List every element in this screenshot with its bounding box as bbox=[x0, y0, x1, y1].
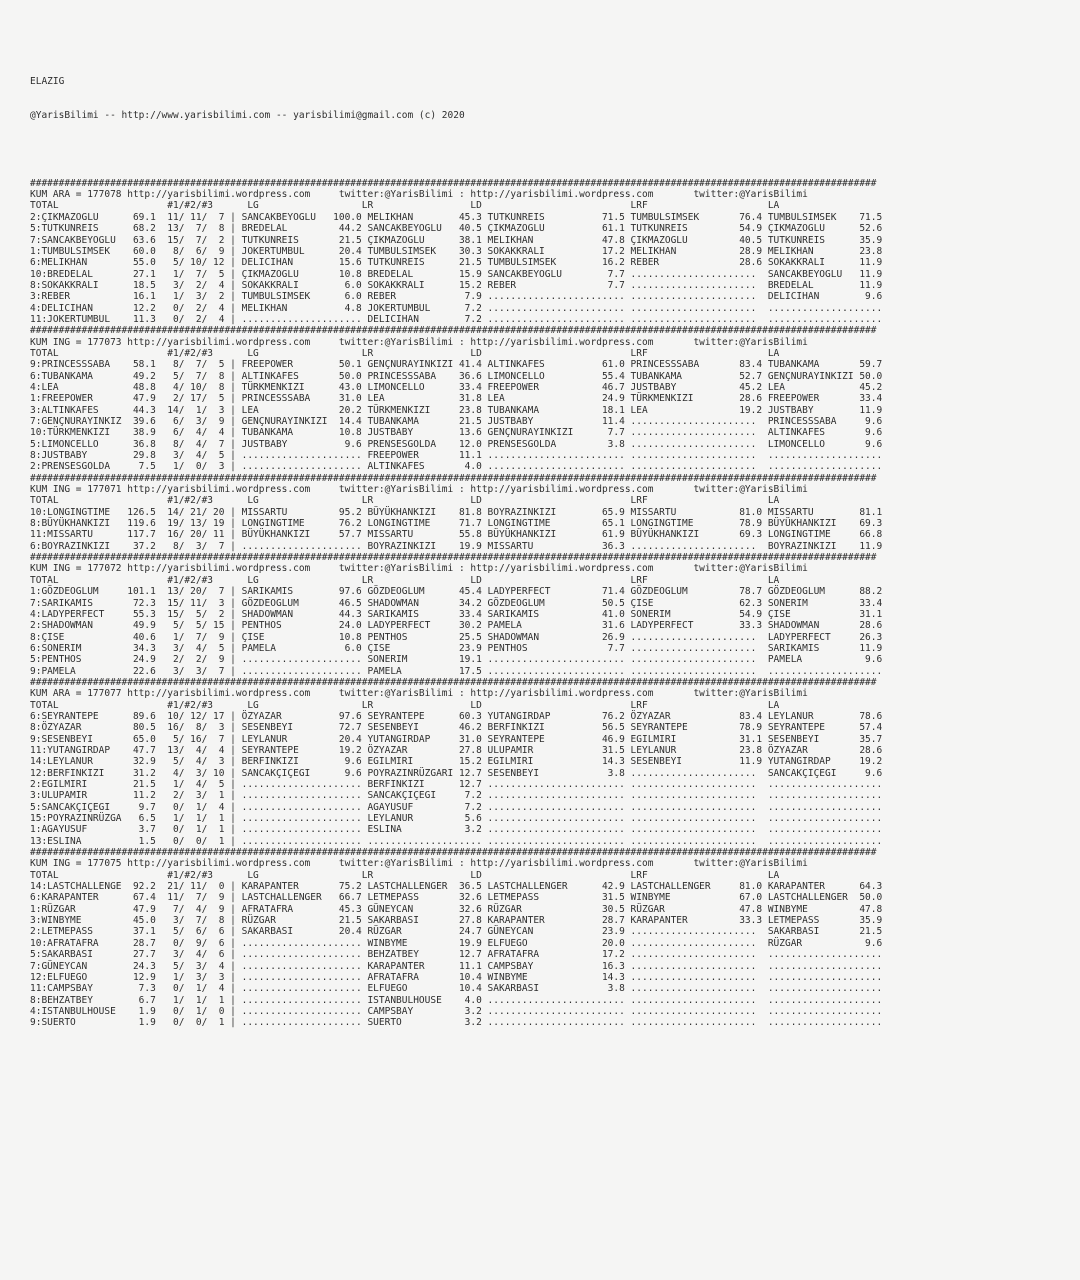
stats-row: 3:REBER 16.1 1/ 3/ 2 | TUMBULSIMSEK 6.0 REBER 7.9 ........................ ...................... DELICIHAN 9.6 bbox=[30, 291, 883, 303]
stats-row: 5:LIMONCELLO 36.8 8/ 4/ 7 | JUSTBABY 9.6 PRENSESGOLDA 12.0 PRENSESGOLDA 3.8 ...................... LIMONCELLO 9.6 bbox=[30, 438, 883, 450]
stats-row: 1:FREEPOWER 47.9 2/ 17/ 5 | PRINCESSSABA 31.0 LEA 31.8 LEA 24.9 TÜRKMENKIZI 28.6 FREEPOWER 33.4 bbox=[30, 393, 883, 405]
stats-row: 11:JOKERTUMBUL 11.3 0/ 2/ 4 | ..................... DELICIHAN 7.2 ........................ ...................... .................... bbox=[30, 313, 883, 325]
stats-row: 4:LEA 48.8 4/ 10/ 8 | TÜRKMENKIZI 43.0 LIMONCELLO 33.4 FREEPOWER 46.7 JUSTBABY 45.2 LEA 45.2 bbox=[30, 381, 883, 393]
stats-row: 3:ULUPAMIR 11.2 2/ 3/ 1 | ..................... SANCAKÇIÇEGI 7.2 ........................ ...................... .................... bbox=[30, 790, 883, 802]
hash-separator: #################################################################################################################################################### bbox=[30, 325, 877, 337]
stats-row: 6:KARAPANTER 67.4 11/ 7/ 9 | LASTCHALLENGER 66.7 LETMEPASS 32.6 LETMEPASS 31.5 WINBYME 67.0 LASTCHALLENGER 50.0 bbox=[30, 892, 883, 904]
stats-row: 2:EGILMIRI 21.5 1/ 4/ 5 | ..................... BERFINKIZI 12.7 ........................ ...................... .................... bbox=[30, 779, 883, 790]
stats-row: 3:WINBYME 45.0 3/ 7/ 8 | RÜZGAR 21.5 SAKARBASI 27.8 KARAPANTER 28.7 KARAPANTER 33.3 LETMEPASS 35.9 bbox=[30, 915, 883, 927]
block-title-line: KUM ARA = 177078 http://yarisbilimi.wordpress.com twitter:@YarisBilimi : http://yarisbilimi.wordpress.com twitter:@YarisBilimi bbox=[30, 189, 808, 201]
stats-row: 12:BERFINKIZI 31.2 4/ 3/ 10 | SANCAKÇIÇEGI 9.6 POYRAZINRÜZGARI 12.7 SESENBEYI 3.8 ...................... SANCAKÇIÇEGI 9.6 bbox=[30, 767, 883, 779]
race-block bbox=[30, 178, 882, 325]
stats-row: 6:MELIKHAN 55.0 5/ 10/ 12 | DELICIHAN 15.6 TUTKUNREIS 21.5 TUMBULSIMSEK 16.2 REBER 28.6 SOKAKKRALI 11.9 bbox=[30, 257, 883, 269]
report-page bbox=[30, 53, 882, 1040]
stats-row: 11:MISSARTU 117.7 16/ 20/ 11 | BÜYÜKHANKIZI 57.7 MISSARTU 55.8 BÜYÜKHANKIZI 61.9 BÜYÜKHANKIZI 69.3 LONGINGTIME 66.8 bbox=[30, 529, 883, 541]
stats-row: 9:PRINCESSSABA 58.1 8/ 7/ 5 | FREEPOWER 50.1 GENÇNURAYINKIZI 41.4 ALTINKAFES 61.0 PRINCESSSABA 83.4 TUBANKAMA 59.7 bbox=[30, 359, 883, 371]
stats-row: 1:TUMBULSIMSEK 60.0 8/ 6/ 9 | JOKERTUMBUL 20.4 TUMBULSIMSEK 30.3 SOKAKKRALI 17.2 MELIKHAN 28.9 MELIKHAN 23.8 bbox=[30, 245, 883, 257]
report-byline: @YarisBilimi -- http://www.yarisbilimi.com -- yarisbilimi@gmail.com (c) 2020 bbox=[30, 109, 465, 121]
block-title-line: KUM ING = 177075 http://yarisbilimi.wordpress.com twitter:@YarisBilimi : http://yarisbilimi.wordpress.com twitter:@YarisBilimi bbox=[30, 858, 808, 870]
report-title: ELAZIG bbox=[30, 75, 65, 87]
column-header-line: TOTAL #1/#2/#3 LG LR LD LRF LA bbox=[30, 574, 780, 586]
stats-row: 2:ÇIKMAZOGLU 69.1 11/ 11/ 7 | SANCAKBEYOGLU 100.0 MELIKHAN 45.3 TUTKUNREIS 71.5 TUMBULSIMSEK 76.4 TUMBULSIMSEK 71.5 bbox=[30, 211, 883, 223]
hash-separator: #################################################################################################################################################### bbox=[30, 472, 877, 484]
stats-row: 6:SONERIM 34.3 3/ 4/ 5 | PAMELA 6.0 ÇISE 23.9 PENTHOS 7.7 ...................... SARIKAMIS 11.9 bbox=[30, 642, 883, 654]
stats-row: 5:SANCAKÇIÇEGI 9.7 0/ 1/ 4 | ..................... AGAYUSUF 7.2 ........................ ...................... .................... bbox=[30, 801, 883, 813]
stats-row: 9:PAMELA 22.6 3/ 3/ 7 | ..................... PAMELA 17.5 ........................ ...................... .................... bbox=[30, 665, 883, 677]
stats-row: 9:SESENBEYI 65.0 5/ 16/ 7 | LEYLANUR 20.4 YUTANGIRDAP 31.0 SEYRANTEPE 46.9 EGILMIRI 31.1 SESENBEYI 35.7 bbox=[30, 733, 883, 745]
stats-row: 11:YUTANGIRDAP 47.7 13/ 4/ 4 | SEYRANTEPE 19.2 ÖZYAZAR 27.8 ULUPAMIR 31.5 LEYLANUR 23.8 ÖZYAZAR 28.6 bbox=[30, 744, 883, 756]
stats-row: 10:TÜRKMENKIZI 38.9 6/ 4/ 4 | TUBANKAMA 10.8 JUSTBABY 13.6 GENÇNURAYINKIZI 7.7 ...................... ALTINKAFES 9.6 bbox=[30, 427, 883, 439]
stats-row: 4:LADYPERFECT 55.3 15/ 5/ 2 | SHADOWMAN 44.3 SARIKAMIS 33.4 SARIKAMIS 41.0 SONERIM 54.9 ÇISE 31.1 bbox=[30, 608, 883, 620]
race-block bbox=[30, 325, 882, 472]
race-block bbox=[30, 847, 882, 1029]
stats-row: 14:LASTCHALLENGE 92.2 21/ 11/ 0 | KARAPANTER 75.2 LASTCHALLENGER 36.5 LASTCHALLENGER 42.9 LASTCHALLENGER 81.0 KARAPANTER 64.3 bbox=[30, 881, 883, 893]
stats-row: 10:AFRATAFRA 28.7 0/ 9/ 6 | ..................... WINBYME 19.9 ELFUEGO 20.0 ...................... RÜZGAR 9.6 bbox=[30, 937, 883, 949]
stats-row: 4:DELICIHAN 12.2 0/ 2/ 4 | MELIKHAN 4.8 JOKERTUMBUL 7.2 ........................ ...................... .................... bbox=[30, 302, 883, 314]
race-block bbox=[30, 473, 882, 552]
stats-row: 1:RÜZGAR 47.9 7/ 4/ 9 | AFRATAFRA 45.3 GÜNEYCAN 32.6 RÜZGAR 30.5 RÜZGAR 47.8 WINBYME 47.8 bbox=[30, 903, 883, 915]
hash-separator: #################################################################################################################################################### bbox=[30, 847, 877, 859]
hash-separator: #################################################################################################################################################### bbox=[30, 552, 877, 564]
block-title-line: KUM ING = 177071 http://yarisbilimi.wordpress.com twitter:@YarisBilimi : http://yarisbilimi.wordpress.com twitter:@YarisBilimi bbox=[30, 484, 808, 496]
block-title-line: KUM ING = 177073 http://yarisbilimi.wordpress.com twitter:@YarisBilimi : http://yarisbilimi.wordpress.com twitter:@YarisBilimi bbox=[30, 336, 808, 348]
stats-row: 1:AGAYUSUF 3.7 0/ 1/ 1 | ..................... ESLINA 3.2 ........................ ...................... .................... bbox=[30, 824, 883, 836]
race-blocks bbox=[30, 178, 882, 1029]
stats-row: 8:ÖZYAZAR 80.5 16/ 8/ 3 | SESENBEYI 72.7 SESENBEYI 46.2 BERFINKIZI 56.5 SEYRANTEPE 78.9 SEYRANTEPE 57.4 bbox=[30, 722, 883, 734]
stats-row: 5:TUTKUNREIS 68.2 13/ 7/ 8 | BREDELAL 44.2 SANCAKBEYOGLU 40.5 ÇIKMAZOGLU 61.1 TUTKUNREIS 54.9 ÇIKMAZOGLU 52.6 bbox=[30, 223, 883, 235]
stats-row: 8:SOKAKKRALI 18.5 3/ 2/ 4 | SOKAKKRALI 6.0 SOKAKKRALI 15.2 REBER 7.7 ...................... BREDELAL 11.9 bbox=[30, 279, 883, 291]
stats-row: 4:ISTANBULHOUSE 1.9 0/ 1/ 0 | ..................... CAMPSBAY 3.2 ........................ ...................... .................... bbox=[30, 1005, 883, 1017]
stats-row: 6:BOYRAZINKIZI 37.2 8/ 3/ 7 | ..................... BOYRAZINKIZI 19.9 MISSARTU 36.3 ...................... BOYRAZINKIZI 11.9 bbox=[30, 540, 883, 552]
column-header-line: TOTAL #1/#2/#3 LG LR LD LRF LA bbox=[30, 495, 780, 507]
column-header-line: TOTAL #1/#2/#3 LG LR LD LRF LA bbox=[30, 869, 780, 881]
block-title-line: KUM ARA = 177077 http://yarisbilimi.wordpress.com twitter:@YarisBilimi : http://yarisbilimi.wordpress.com twitter:@YarisBilimi bbox=[30, 688, 808, 700]
stats-row: 7:GÜNEYCAN 24.3 5/ 3/ 4 | ..................... KARAPANTER 11.1 CAMPSBAY 16.3 ...................... .................... bbox=[30, 960, 883, 972]
column-header-line: TOTAL #1/#2/#3 LG LR LD LRF LA bbox=[30, 699, 780, 711]
stats-row: 7:GENÇNURAYINKIZ 39.6 6/ 3/ 9 | GENÇNURAYINKIZI 14.4 TUBANKAMA 21.5 JUSTBABY 11.4 ...................... PRINCESSSABA 9.6 bbox=[30, 416, 883, 427]
stats-row: 5:SAKARBASI 27.7 3/ 4/ 6 | ..................... BEHZATBEY 12.7 AFRATAFRA 17.2 ...................... .................... bbox=[30, 949, 883, 961]
hash-separator: #################################################################################################################################################### bbox=[30, 676, 877, 688]
stats-row: 11:CAMPSBAY 7.3 0/ 1/ 4 | ..................... ELFUEGO 10.4 SAKARBASI 3.8 ...................... .................... bbox=[30, 983, 883, 995]
race-block bbox=[30, 552, 882, 677]
stats-row: 5:PENTHOS 24.9 2/ 2/ 9 | ..................... SONERIM 19.1 ........................ ...................... PAMELA 9.6 bbox=[30, 654, 883, 666]
stats-row: 6:SEYRANTEPE 89.6 10/ 12/ 17 | ÖZYAZAR 97.6 SEYRANTEPE 60.3 YUTANGIRDAP 76.2 ÖZYAZAR 83.4 LEYLANUR 78.6 bbox=[30, 710, 883, 722]
stats-row: 15:POYRAZINRÜZGA 6.5 1/ 1/ 1 | ..................... LEYLANUR 5.6 ........................ ...................... .................... bbox=[30, 813, 883, 825]
column-header-line: TOTAL #1/#2/#3 LG LR LD LRF LA bbox=[30, 200, 780, 212]
stats-row: 8:JUSTBABY 29.8 3/ 4/ 5 | ..................... FREEPOWER 11.1 ........................ ...................... .................... bbox=[30, 450, 883, 462]
hash-separator: #################################################################################################################################################### bbox=[30, 177, 877, 189]
stats-row: 10:BREDELAL 27.1 1/ 7/ 5 | ÇIKMAZOGLU 10.8 BREDELAL 15.9 SANCAKBEYOGLU 7.7 ...................... SANCAKBEYOGLU 11.9 bbox=[30, 268, 883, 280]
stats-row: 8:BEHZATBEY 6.7 1/ 1/ 1 | ..................... ISTANBULHOUSE 4.0 ........................ ...................... .................... bbox=[30, 994, 883, 1006]
stats-row: 13:ESLINA 1.5 0/ 0/ 1 | ..................... .................... ........................ ...................... .................... bbox=[30, 835, 883, 847]
stats-row: 9:SUERTO 1.9 0/ 0/ 1 | ..................... SUERTO 3.2 ........................ ...................... .................... bbox=[30, 1017, 883, 1029]
blank-line bbox=[30, 144, 882, 155]
stats-row: 7:SARIKAMIS 72.3 15/ 11/ 3 | GÖZDEOGLUM 46.5 SHADOWMAN 34.2 GÖZDEOGLUM 50.5 ÇISE 62.3 SONERIM 33.4 bbox=[30, 597, 883, 609]
stats-row: 3:ALTINKAFES 44.3 14/ 1/ 3 | LEA 20.2 TÜRKMENKIZI 23.8 TUBANKAMA 18.1 LEA 19.2 JUSTBABY 11.9 bbox=[30, 404, 883, 416]
stats-row: 8:BÜYÜKHANKIZI 119.6 19/ 13/ 19 | LONGINGTIME 76.2 LONGINGTIME 71.7 LONGINGTIME 65.1 LONGINGTIME 78.9 BÜYÜKHANKIZI 69.3 bbox=[30, 518, 883, 530]
stats-row: 12:ELFUEGO 12.9 1/ 3/ 3 | ..................... AFRATAFRA 10.4 WINBYME 14.3 ...................... .................... bbox=[30, 971, 883, 983]
stats-row: 2:PRENSESGOLDA 7.5 1/ 0/ 3 | ..................... ALTINKAFES 4.0 ........................ ...................... .................... bbox=[30, 461, 883, 473]
block-title-line: KUM ING = 177072 http://yarisbilimi.wordpress.com twitter:@YarisBilimi : http://yarisbilimi.wordpress.com twitter:@YarisBilimi bbox=[30, 563, 808, 575]
stats-row: 1:GÖZDEOGLUM 101.1 13/ 20/ 7 | SARIKAMIS 97.6 GÖZDEOGLUM 45.4 LADYPERFECT 71.4 GÖZDEOGLUM 78.7 GÖZDEOGLUM 88.2 bbox=[30, 586, 883, 598]
stats-row: 10:LONGINGTIME 126.5 14/ 21/ 20 | MISSARTU 95.2 BÜYÜKHANKIZI 81.8 BOYRAZINKIZI 65.9 MISSARTU 81.0 MISSARTU 81.1 bbox=[30, 506, 883, 518]
stats-row: 14:LEYLANUR 32.9 5/ 4/ 3 | BERFINKIZI 9.6 EGILMIRI 15.2 EGILMIRI 14.3 SESENBEYI 11.9 YUTANGIRDAP 19.2 bbox=[30, 756, 883, 768]
column-header-line: TOTAL #1/#2/#3 LG LR LD LRF LA bbox=[30, 347, 780, 359]
stats-row: 2:SHADOWMAN 49.9 5/ 5/ 15 | PENTHOS 24.0 LADYPERFECT 30.2 PAMELA 31.6 LADYPERFECT 33.3 SHADOWMAN 28.6 bbox=[30, 620, 883, 632]
stats-row: 2:LETMEPASS 37.1 5/ 6/ 6 | SAKARBASI 20.4 RÜZGAR 24.7 GÜNEYCAN 23.9 ...................... SAKARBASI 21.5 bbox=[30, 926, 883, 938]
stats-row: 8:ÇISE 40.6 1/ 7/ 9 | ÇISE 10.8 PENTHOS 25.5 SHADOWMAN 26.9 ...................... LADYPERFECT 26.3 bbox=[30, 631, 883, 643]
race-block bbox=[30, 677, 882, 847]
stats-row: 6:TUBANKAMA 49.2 5/ 7/ 8 | ALTINKAFES 50.0 PRINCESSSABA 36.6 LIMONCELLO 55.4 TUBANKAMA 52.7 GENÇNURAYINKIZI 50.0 bbox=[30, 370, 883, 382]
stats-row: 7:SANCAKBEYOGLU 63.6 15/ 7/ 2 | TUTKUNREIS 21.5 ÇIKMAZOGLU 38.1 MELIKHAN 47.8 ÇIKMAZOGLU 40.5 TUTKUNREIS 35.9 bbox=[30, 234, 883, 246]
